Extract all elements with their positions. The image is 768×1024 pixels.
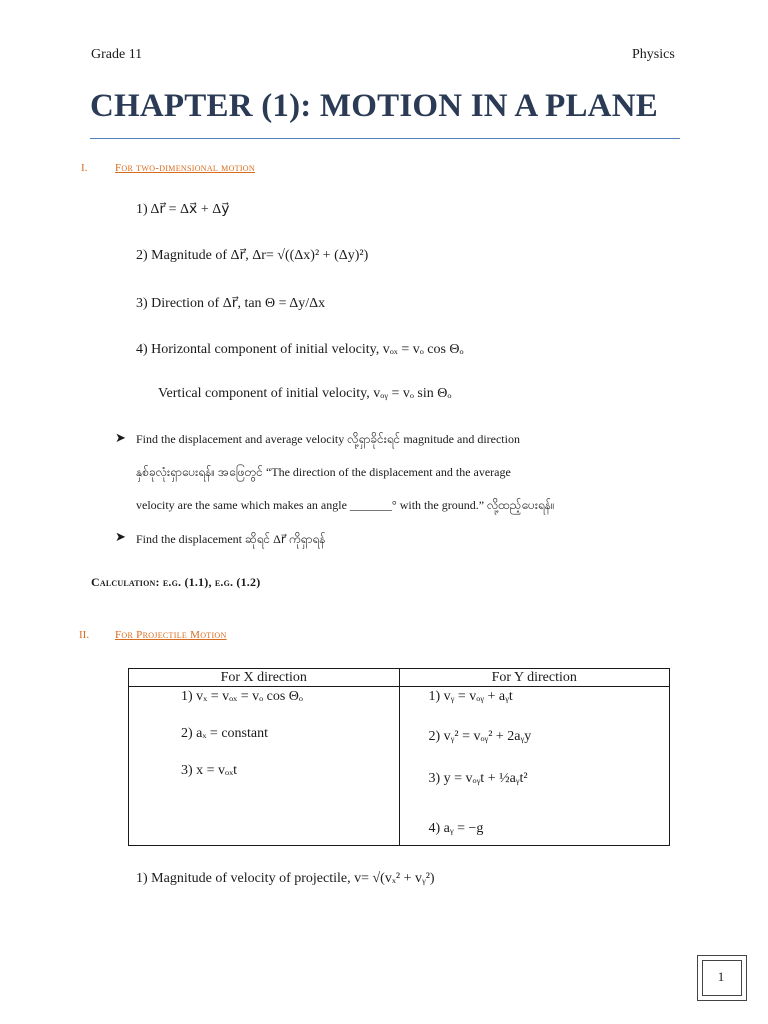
section-heading-1: For two-dimensional motion (115, 162, 255, 174)
y-row-1: 1) vᵧ = vₒᵧ + aᵧt (428, 689, 513, 704)
x-row-3: 3) x = vₒₓt (181, 763, 238, 778)
bullet-line-4: Find the displacement ဆိုရင် Δr⃗ ကိုရှာရန် (136, 532, 326, 546)
header-subject: Physics (632, 47, 675, 62)
page-number: 1 (717, 969, 725, 984)
bullet-arrow-icon: ➤ (115, 430, 126, 445)
y-row-3: 3) y = vₒᵧt + ½aᵧt² (428, 771, 528, 786)
y-row-4: 4) aᵧ = −g (428, 821, 484, 836)
x-row-2: 2) aₓ = constant (181, 726, 268, 741)
bullet-arrow-icon: ➤ (115, 529, 126, 544)
bullet-line-2: နှစ်ခုလုံးရှာပေးရန်။ အဖြေတွင် “The direction of the displacement and the average (136, 465, 511, 479)
title-divider (90, 138, 680, 139)
formula-item-4: 4) Horizontal component of initial velocity, vₒₓ = vₒ cos Θₒ (136, 342, 464, 357)
page-title: CHAPTER (1): MOTION IN A PLANE (90, 88, 658, 124)
formula-item-3: 3) Direction of Δr⃗, tan Θ = Δy/Δx (136, 296, 326, 311)
bullet-line-3: velocity are the same which makes an angle _______° with the ground.” လို့ထည့်ပေးရန်။ (136, 498, 555, 512)
table-header-y: For Y direction (399, 669, 670, 687)
section-number-1: I. (81, 162, 88, 174)
bullet-line-1: Find the displacement and average velocity လို့ရှာခိုင်းရင် magnitude and direction (136, 432, 520, 446)
calculation-note: Calculation: e.g. (1.1), e.g. (1.2) (91, 575, 261, 589)
section-number-2: II. (79, 629, 90, 641)
table-cell-x (129, 687, 400, 846)
header-grade: Grade 11 (91, 47, 143, 62)
projectile-table (128, 668, 670, 846)
formula-item-4b: Vertical component of initial velocity, vₒᵧ = vₒ sin Θₒ (158, 386, 452, 401)
projectile-velocity-item: 1) Magnitude of velocity of projectile, v= √(vₓ² + vᵧ²) (136, 871, 435, 886)
x-row-1: 1) vₓ = vₒₓ = vₒ cos Θₒ (181, 689, 303, 704)
section-heading-2: For Projectile Motion (115, 629, 227, 641)
page-number-box (697, 955, 747, 1003)
table-cell-y (399, 687, 670, 846)
y-row-2: 2) vᵧ² = vₒᵧ² + 2aᵧy (428, 729, 532, 744)
formula-item-1: 1) Δr⃗ = Δx⃗ + Δy⃗ (136, 202, 230, 217)
formula-item-2: 2) Magnitude of Δr⃗, Δr= √((Δx)² + (Δy)²) (136, 248, 369, 263)
table-header-x: For X direction (129, 669, 400, 687)
